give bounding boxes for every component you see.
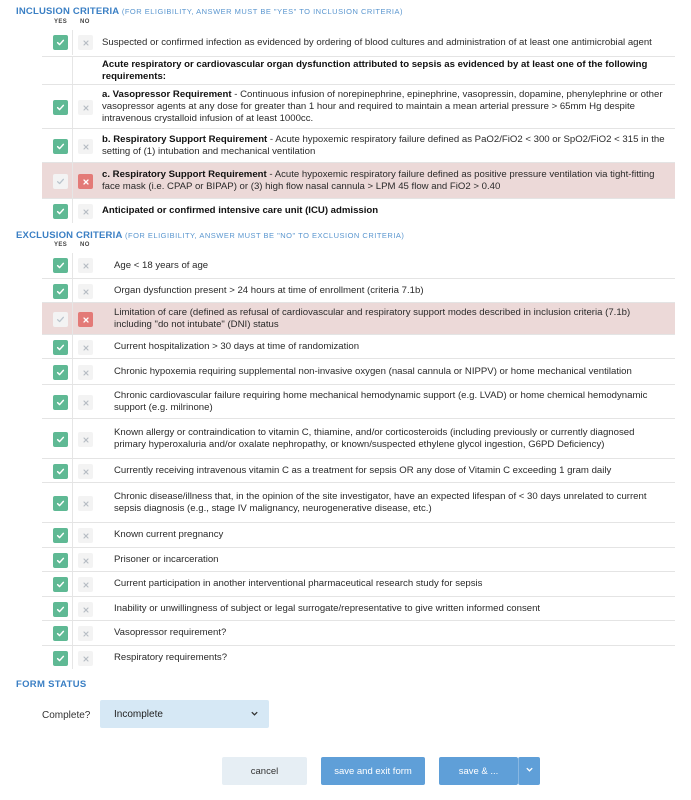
criteria-label: Prisoner or incarceration xyxy=(114,553,219,565)
yes-checkbox[interactable] xyxy=(53,365,68,380)
criteria-heading: c. Respiratory Support Requirement xyxy=(102,168,267,180)
x-icon xyxy=(82,436,90,444)
x-icon xyxy=(82,606,90,614)
x-icon xyxy=(82,532,90,540)
check-icon xyxy=(56,467,65,476)
yes-checkbox[interactable] xyxy=(53,258,68,273)
answer-cell xyxy=(42,163,100,198)
x-icon xyxy=(82,369,90,377)
yes-checkbox[interactable] xyxy=(53,651,68,666)
chevron-down-icon xyxy=(250,709,259,721)
exclusion-title xyxy=(16,230,404,241)
yes-checkbox[interactable] xyxy=(53,35,68,50)
yes-checkbox[interactable] xyxy=(53,496,68,511)
x-icon xyxy=(82,468,90,476)
yes-checkbox[interactable] xyxy=(53,432,68,447)
criteria-text xyxy=(100,57,675,84)
x-icon xyxy=(82,39,90,47)
criteria-row xyxy=(42,128,675,162)
no-checkbox[interactable] xyxy=(78,100,93,115)
complete-select-value: Incomplete xyxy=(114,708,163,720)
complete-label: Complete? xyxy=(42,710,91,721)
criteria-label: Respiratory requirements? xyxy=(114,651,228,663)
answer-cell xyxy=(42,303,100,334)
criteria-row xyxy=(42,547,675,571)
criteria-text xyxy=(100,85,675,128)
answer-cell xyxy=(42,85,100,128)
yes-checkbox[interactable] xyxy=(53,464,68,479)
criteria-label: Age < 18 years of age xyxy=(114,259,209,271)
check-icon xyxy=(56,177,65,186)
check-icon xyxy=(56,343,65,352)
check-icon xyxy=(56,261,65,270)
criteria-row xyxy=(42,418,675,458)
no-checkbox[interactable] xyxy=(78,258,93,273)
check-icon xyxy=(56,605,65,614)
criteria-text xyxy=(100,279,675,302)
x-icon xyxy=(82,581,90,589)
check-icon xyxy=(56,368,65,377)
criteria-label: Suspected or confirmed infection as evidenced by ordering of blood cultures and administration of at least one antimicrobial agent xyxy=(102,36,652,48)
inclusion-title xyxy=(16,6,403,17)
criteria-text xyxy=(100,359,675,384)
criteria-label: Chronic cardiovascular failure requiring home mechanical hemodynamic support (e.g. LVAD) or home chemical hemodynamic support (e.g. milrinone) xyxy=(114,389,648,413)
criteria-label: - Acute hypoxemic respiratory failure defined as PaO2/FiO2 < 300 or SpO2/FiO2 < 315 in the setting of (1) intubation and mechanical ventilation xyxy=(102,133,665,157)
criteria-text xyxy=(100,548,675,571)
x-icon xyxy=(82,630,90,638)
criteria-row xyxy=(42,384,675,418)
x-icon xyxy=(82,143,90,151)
no-checkbox[interactable] xyxy=(78,577,93,592)
check-icon xyxy=(56,315,65,324)
no-checkbox[interactable] xyxy=(78,174,93,189)
exclusion-subtitle: (FOR ELIGIBILITY, ANSWER MUST BE "NO" TO EXCLUSION CRITERIA) xyxy=(125,231,405,240)
check-icon xyxy=(56,287,65,296)
criteria-row xyxy=(42,645,675,669)
no-checkbox[interactable] xyxy=(78,340,93,355)
criteria-row xyxy=(42,198,675,223)
yes-checkbox[interactable] xyxy=(53,284,68,299)
x-icon xyxy=(82,655,90,663)
answer-cell xyxy=(42,572,100,596)
criteria-label: - Acute hypoxemic respiratory failure defined as positive pressure ventilation via tight-fitting face mask (i.e. CPAP or BIPAP) or (3) high flow nasal cannula > LPM 45 flow and FiO2 > 0.40 xyxy=(102,168,655,192)
no-checkbox[interactable] xyxy=(78,395,93,410)
criteria-label: - Continuous infusion of norepinephrine, epinephrine, vasopressin, dopamine, phenylephrine or other vasopressor agents at any dose for greater than 1 hour and required to maintain a mean arterial pressure > 65mm Hg despite intravenous crystalloid infusion of at least 1000cc. xyxy=(102,88,663,124)
x-icon xyxy=(82,399,90,407)
no-checkbox[interactable] xyxy=(78,204,93,219)
x-icon xyxy=(82,557,90,565)
check-icon xyxy=(56,654,65,663)
answer-cell xyxy=(42,199,100,223)
yes-checkbox[interactable] xyxy=(53,577,68,592)
save-and-button[interactable]: save & ... xyxy=(439,757,518,785)
x-icon xyxy=(82,288,90,296)
form-status-title: FORM STATUS xyxy=(16,679,87,690)
inclusion-no-header: NO xyxy=(80,19,90,25)
criteria-heading: b. Respiratory Support Requirement xyxy=(102,133,268,145)
criteria-text xyxy=(100,30,675,55)
no-checkbox[interactable] xyxy=(78,626,93,641)
check-icon xyxy=(56,435,65,444)
yes-checkbox[interactable] xyxy=(53,340,68,355)
criteria-text xyxy=(100,523,675,547)
criteria-label: Inability or unwillingness of subject or legal surrogate/representative to give written informed consent xyxy=(114,602,541,614)
answer-cell xyxy=(42,548,100,571)
answer-cell xyxy=(42,419,100,458)
criteria-text xyxy=(100,303,675,334)
x-icon xyxy=(82,104,90,112)
criteria-row xyxy=(42,334,675,358)
yes-checkbox[interactable] xyxy=(53,626,68,641)
criteria-row xyxy=(42,253,675,278)
inclusion-subtitle: (FOR ELIGIBILITY, ANSWER MUST BE "YES" TO INCLUSION CRITERIA) xyxy=(121,7,403,16)
answer-cell xyxy=(42,57,100,84)
criteria-text xyxy=(100,419,675,458)
yes-checkbox[interactable] xyxy=(53,528,68,543)
no-checkbox[interactable] xyxy=(78,651,93,666)
criteria-label: Known current pregnancy xyxy=(114,529,224,540)
exclusion-title-text: EXCLUSION CRITERIA xyxy=(16,230,123,241)
criteria-label: Acute respiratory or cardiovascular organ dysfunction attributed to sepsis as evidenced by at least one of the following requirements: xyxy=(102,58,648,82)
exclusion-no-header: NO xyxy=(80,242,90,248)
x-icon xyxy=(82,262,90,270)
yes-checkbox[interactable] xyxy=(53,602,68,617)
criteria-row xyxy=(42,458,675,482)
answer-cell xyxy=(42,523,100,547)
criteria-text xyxy=(100,621,675,645)
answer-cell xyxy=(42,621,100,645)
criteria-text xyxy=(100,597,675,620)
exclusion-yes-header: YES xyxy=(54,242,68,248)
answer-cell xyxy=(42,459,100,482)
criteria-row xyxy=(42,482,675,522)
check-icon xyxy=(56,207,65,216)
check-icon xyxy=(56,580,65,589)
criteria-text xyxy=(100,483,675,522)
no-checkbox[interactable] xyxy=(78,139,93,154)
x-icon xyxy=(82,208,90,216)
criteria-row xyxy=(42,278,675,302)
criteria-label: Limitation of care (defined as refusal of cardiovascular and respiratory support modes described in inclusion criteria (7.1b) including "do not intubate" (DNI) status xyxy=(114,306,631,330)
criteria-text xyxy=(100,199,675,223)
no-checkbox[interactable] xyxy=(78,284,93,299)
yes-checkbox[interactable] xyxy=(53,174,68,189)
criteria-row xyxy=(42,571,675,596)
criteria-heading: a. Vasopressor Requirement xyxy=(102,88,232,100)
no-checkbox[interactable] xyxy=(78,432,93,447)
criteria-row xyxy=(42,596,675,620)
criteria-row xyxy=(42,522,675,547)
chevron-down-icon xyxy=(525,765,534,777)
criteria-row xyxy=(42,620,675,645)
no-checkbox[interactable] xyxy=(78,35,93,50)
yes-checkbox[interactable] xyxy=(53,100,68,115)
cancel-button[interactable]: cancel xyxy=(222,757,307,785)
x-icon xyxy=(82,344,90,352)
criteria-text xyxy=(100,572,675,596)
criteria-label: Known allergy or contraindication to vitamin C, thiamine, and/or corticosteroids (including previously or currently diagnosed primary hyperoxaluria and/or oxalate nephropathy, or known/suspected ethylene glycol ingestion, G6PD Deficiency) xyxy=(114,426,635,450)
criteria-text xyxy=(100,459,675,482)
answer-cell xyxy=(42,335,100,358)
inclusion-yes-header: YES xyxy=(54,19,68,25)
criteria-label: Anticipated or confirmed intensive care unit (ICU) admission xyxy=(102,205,379,216)
inclusion-title-text: INCLUSION CRITERIA xyxy=(16,6,119,17)
complete-select[interactable] xyxy=(100,700,269,728)
no-checkbox[interactable] xyxy=(78,553,93,568)
check-icon xyxy=(56,556,65,565)
yes-checkbox[interactable] xyxy=(53,139,68,154)
answer-cell xyxy=(42,253,100,278)
no-checkbox[interactable] xyxy=(78,365,93,380)
criteria-row xyxy=(42,302,675,334)
x-icon xyxy=(82,316,90,324)
criteria-label: Chronic disease/illness that, in the opinion of the site investigator, have an expected lifespan of < 30 days unrelated to current sepsis diagnosis (e.g., stage IV malignancy, neurogenerative disease, etc.) xyxy=(114,490,647,514)
criteria-row xyxy=(42,30,675,55)
criteria-row xyxy=(42,84,675,128)
answer-cell xyxy=(42,597,100,620)
check-icon xyxy=(56,499,65,508)
criteria-label: Chronic hypoxemia requiring supplemental non-invasive oxygen (nasal cannula or NIPPV) or home mechanical ventilation xyxy=(114,365,632,377)
criteria-label: Organ dysfunction present > 24 hours at time of enrollment (criteria 7.1b) xyxy=(114,284,424,296)
criteria-label: Current participation in another interventional pharmaceutical research study for sepsis xyxy=(114,578,483,589)
save-options-dropdown[interactable] xyxy=(518,757,540,785)
criteria-row xyxy=(42,358,675,384)
save-and-exit-button[interactable]: save and exit form xyxy=(321,757,425,785)
no-checkbox[interactable] xyxy=(78,602,93,617)
criteria-text xyxy=(100,385,675,418)
criteria-text xyxy=(100,129,675,162)
criteria-group-header xyxy=(42,56,675,84)
no-checkbox[interactable] xyxy=(78,528,93,543)
criteria-text xyxy=(100,335,675,358)
criteria-text xyxy=(100,253,675,278)
yes-checkbox[interactable] xyxy=(53,553,68,568)
criteria-label: Currently receiving intravenous vitamin C as a treatment for sepsis OR any dose of Vitamin C exceeding 1 gram daily xyxy=(114,464,612,476)
yes-checkbox[interactable] xyxy=(53,204,68,219)
check-icon xyxy=(56,103,65,112)
criteria-label: Vasopressor requirement? xyxy=(114,627,227,638)
criteria-text xyxy=(100,163,675,198)
answer-cell xyxy=(42,30,100,55)
x-icon xyxy=(82,500,90,508)
answer-cell xyxy=(42,483,100,522)
check-icon xyxy=(56,38,65,47)
answer-cell xyxy=(42,359,100,384)
yes-checkbox[interactable] xyxy=(53,395,68,410)
check-icon xyxy=(56,398,65,407)
criteria-row xyxy=(42,162,675,198)
answer-cell xyxy=(42,385,100,418)
no-checkbox[interactable] xyxy=(78,312,93,327)
x-icon xyxy=(82,178,90,186)
answer-cell xyxy=(42,279,100,302)
check-icon xyxy=(56,531,65,540)
no-checkbox[interactable] xyxy=(78,464,93,479)
no-checkbox[interactable] xyxy=(78,496,93,511)
yes-checkbox[interactable] xyxy=(53,312,68,327)
answer-cell xyxy=(42,129,100,162)
answer-cell xyxy=(42,646,100,669)
criteria-label: Current hospitalization > 30 days at time of randomization xyxy=(114,340,360,352)
check-icon xyxy=(56,142,65,151)
check-icon xyxy=(56,629,65,638)
criteria-text xyxy=(100,646,675,669)
